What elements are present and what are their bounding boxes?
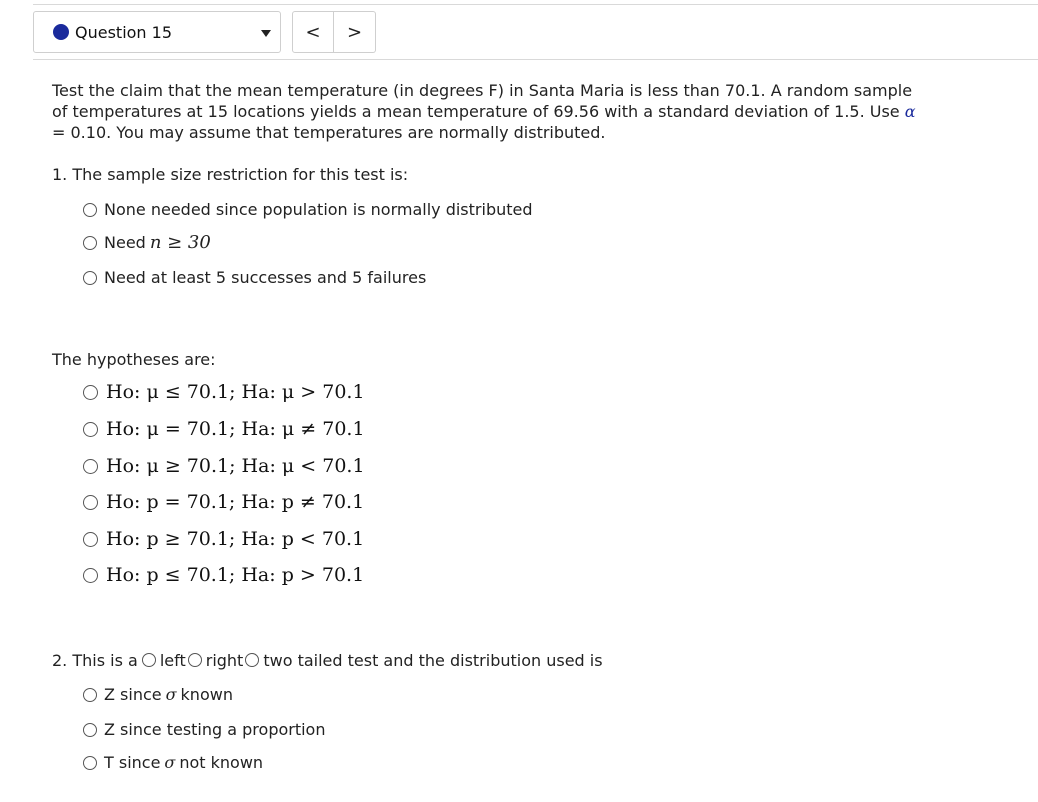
q1-option-none-needed[interactable]: None needed since population is normally distributed	[83, 200, 533, 219]
q1-option-successes-failures[interactable]: Need at least 5 successes and 5 failures	[83, 268, 426, 287]
radio-button[interactable]	[83, 688, 97, 702]
top-divider	[33, 4, 1038, 5]
hypothesis-option-6[interactable]: Ho: p ≤ 70.1; Ha: p > 70.1	[83, 564, 364, 586]
radio-button[interactable]	[83, 236, 97, 250]
tail-right-radio[interactable]	[188, 653, 202, 667]
q1-prompt: 1. The sample size restriction for this test is:	[52, 165, 409, 184]
q2-option-z-sigma-known[interactable]: Z since σ known	[83, 685, 233, 704]
previous-question-button[interactable]: <	[292, 11, 334, 53]
sigma-symbol: σ	[164, 753, 176, 772]
stem-line-1: Test the claim that the mean temperature (in degrees F) in Santa Maria is less than 70.1. A random sample	[52, 81, 913, 100]
radio-button[interactable]	[83, 271, 97, 285]
question-selector[interactable]	[33, 11, 281, 53]
radio-button[interactable]	[83, 495, 98, 510]
radio-button[interactable]	[83, 385, 98, 400]
hypothesis-option-1[interactable]: Ho: μ ≤ 70.1; Ha: μ > 70.1	[83, 381, 365, 403]
hypotheses-prompt: The hypotheses are:	[52, 350, 216, 369]
hypothesis-option-4[interactable]: Ho: p = 70.1; Ha: p ≠ 70.1	[83, 491, 364, 513]
radio-button[interactable]	[83, 203, 97, 217]
hypothesis-option-3[interactable]: Ho: μ ≥ 70.1; Ha: μ < 70.1	[83, 455, 365, 477]
tail-two-radio[interactable]	[245, 653, 259, 667]
radio-button[interactable]	[83, 723, 97, 737]
sigma-symbol: σ	[165, 685, 177, 704]
hypothesis-option-5[interactable]: Ho: p ≥ 70.1; Ha: p < 70.1	[83, 528, 364, 550]
next-question-button[interactable]: >	[334, 11, 376, 53]
q1-option-n-30[interactable]: Need n ≥ 30	[83, 232, 211, 253]
question-stem	[52, 80, 952, 143]
question-label: Question 15	[75, 23, 173, 42]
q1-need-n-math: n ≥ 30	[149, 232, 211, 253]
q2-prompt: 2. This is a left right two tailed test and the distribution used is	[52, 651, 603, 670]
radio-button[interactable]	[83, 532, 98, 547]
question-status-dot	[53, 24, 69, 40]
dropdown-caret-icon	[261, 30, 271, 37]
q2-option-t-sigma-unknown[interactable]: T since σ not known	[83, 753, 263, 772]
radio-button[interactable]	[83, 756, 97, 770]
radio-button[interactable]	[83, 459, 98, 474]
radio-button[interactable]	[83, 568, 98, 583]
radio-button[interactable]	[83, 422, 98, 437]
header-divider	[33, 59, 1038, 60]
alpha-symbol: α	[904, 102, 916, 121]
stem-line-2: of temperatures at 15 locations yields a mean temperature of 69.56 with a standard deviation of 1.5. Use α	[52, 102, 916, 121]
hypothesis-option-2[interactable]: Ho: μ = 70.1; Ha: μ ≠ 70.1	[83, 418, 365, 440]
q2-option-z-proportion[interactable]: Z since testing a proportion	[83, 720, 325, 739]
tail-left-radio[interactable]	[142, 653, 156, 667]
stem-line-3: = 0.10. You may assume that temperatures are normally distributed.	[52, 123, 606, 142]
